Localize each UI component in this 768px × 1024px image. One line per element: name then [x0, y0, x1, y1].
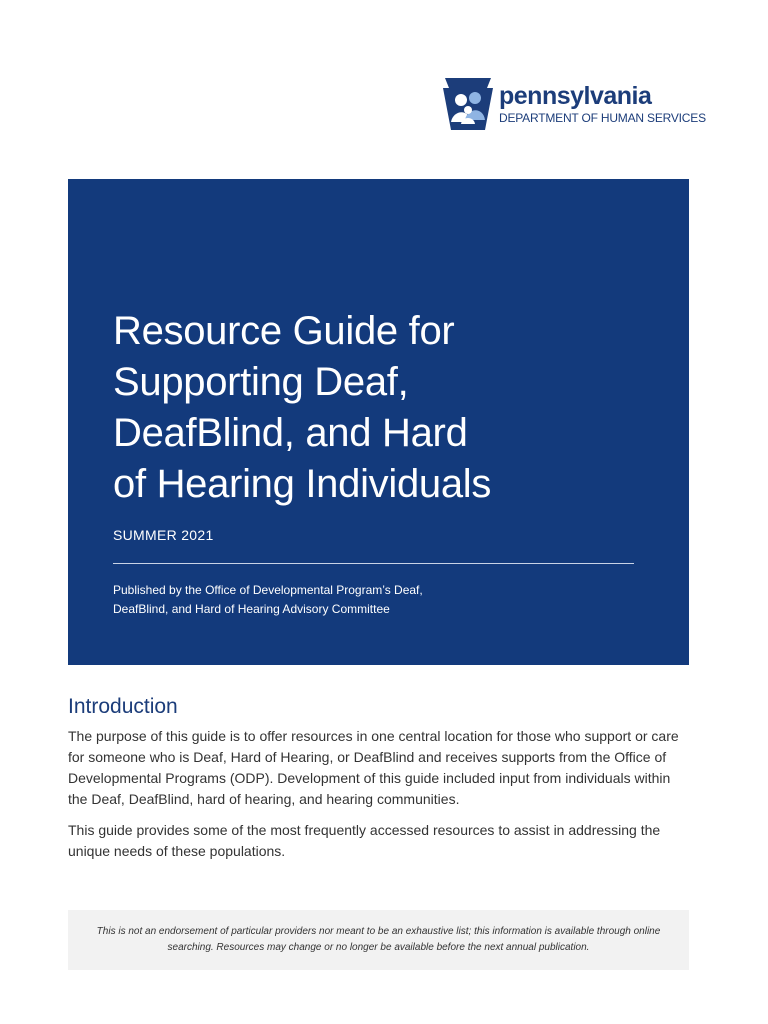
logo-name: pennsylvania — [499, 82, 652, 110]
introduction-paragraph: This guide provides some of the most frequently accessed resources to assist in addressing the unique needs of these populations. — [68, 822, 661, 859]
logo-department: DEPARTMENT OF HUMAN SERVICES — [499, 111, 706, 125]
introduction-heading: Introduction — [68, 695, 178, 718]
title-line: of Hearing Individuals — [113, 462, 492, 506]
document-title — [113, 306, 653, 510]
pa-dhs-logo — [441, 76, 706, 132]
introduction-section — [68, 694, 693, 872]
publication-date: SUMMER 2021 — [113, 527, 214, 543]
disclaimer-box — [68, 910, 689, 970]
publisher-line: DeafBlind, and Hard of Hearing Advisory Committee — [113, 602, 390, 616]
divider — [113, 563, 634, 564]
publisher-line: Published by the Office of Developmental Program’s Deaf, — [113, 583, 423, 597]
title-line: Resource Guide for — [113, 309, 455, 353]
title-line: DeafBlind, and Hard — [113, 411, 468, 455]
title-line: Supporting Deaf, — [113, 360, 409, 404]
publisher-note — [113, 581, 633, 619]
keystone-family-icon — [441, 76, 495, 132]
disclaimer-text: This is not an endorsement of particular providers nor meant to be an exhaustive list; this information is available through online searching. Resources may change or no longer be available before the next annual publication. — [96, 926, 661, 953]
hero-banner — [68, 179, 689, 665]
introduction-paragraph: The purpose of this guide is to offer resources in one central location for those who support or care for someone who is Deaf, Hard of Hearing, or DeafBlind and receives supports from the Office of Developmental Programs (ODP). Development of this guide included input from individuals within the Deaf, DeafBlind, hard of hearing, and hearing communities. — [68, 728, 679, 807]
